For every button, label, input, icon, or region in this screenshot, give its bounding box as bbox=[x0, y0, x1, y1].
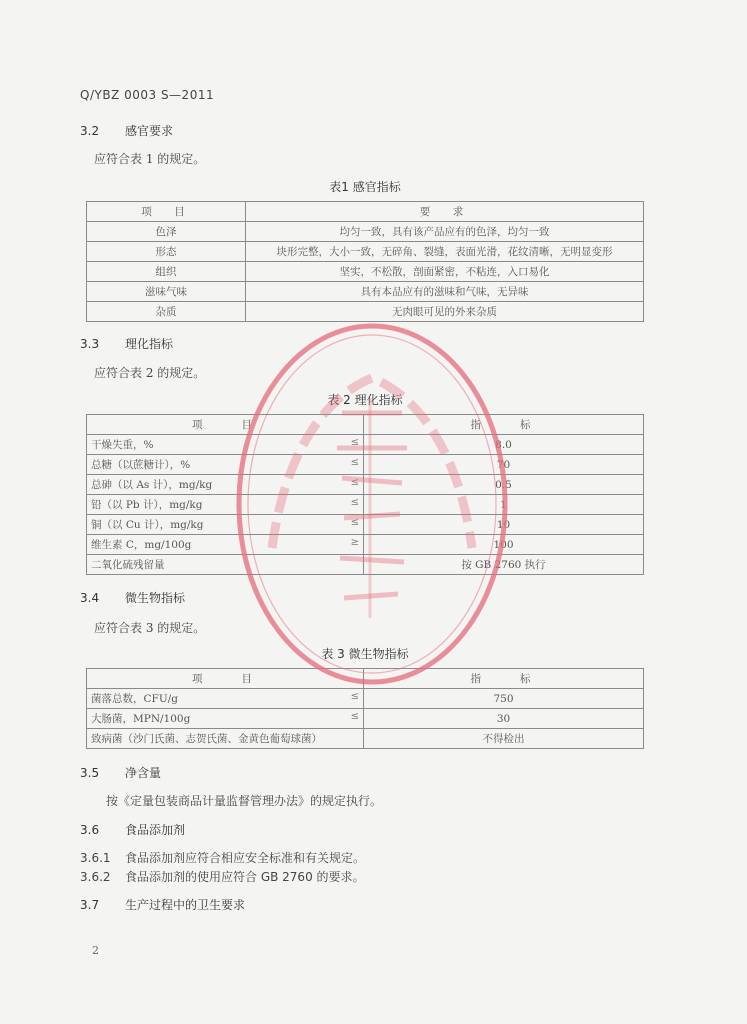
table-header-cell: 项 目 bbox=[87, 669, 364, 689]
table-cell: 8.0 bbox=[364, 435, 644, 455]
section-title: 食品添加剂 bbox=[125, 823, 186, 837]
table-cell: 组织 bbox=[87, 262, 246, 282]
table-row bbox=[87, 689, 644, 709]
table-row bbox=[87, 435, 644, 455]
table-header-cell: 项 目 bbox=[87, 202, 246, 222]
table-row bbox=[87, 262, 644, 282]
item-name: 大肠菌，MPN/100g bbox=[91, 713, 191, 725]
section-text: 食品添加剂的使用应符合 GB 2760 的要求。 bbox=[125, 870, 365, 884]
section-number: 3.2 bbox=[80, 124, 100, 138]
table-cell bbox=[87, 535, 364, 555]
section-3-6-1 bbox=[80, 849, 365, 866]
table-cell bbox=[87, 475, 364, 495]
table-cell: 70 bbox=[364, 455, 644, 475]
section-number: 3.4 bbox=[80, 591, 100, 605]
section-3-4-heading bbox=[80, 589, 185, 606]
table-cell bbox=[87, 435, 364, 455]
table2-physicochemical bbox=[86, 414, 644, 575]
section-number: 3.6 bbox=[80, 823, 100, 837]
table-row bbox=[87, 555, 644, 575]
table-row bbox=[87, 729, 644, 749]
table1-caption: 表1 感官指标 bbox=[329, 180, 401, 194]
table-cell: 色泽 bbox=[87, 222, 246, 242]
table1-sensory bbox=[86, 201, 644, 322]
table-row bbox=[87, 475, 644, 495]
section-title: 微生物指标 bbox=[125, 591, 186, 605]
table-cell bbox=[87, 729, 364, 749]
table2-caption: 表 2 理化指标 bbox=[327, 393, 403, 407]
table-row bbox=[87, 242, 644, 262]
table3-caption: 表 3 微生物指标 bbox=[321, 647, 409, 661]
table-row bbox=[87, 515, 644, 535]
operator: ≤ bbox=[350, 691, 359, 702]
item-name: 菌落总数，CFU/g bbox=[91, 693, 178, 705]
item-name: 总砷（以 As 计），mg/kg bbox=[91, 479, 213, 491]
table-cell: 具有本品应有的滋味和气味，无异味 bbox=[246, 282, 644, 302]
section-3-3-text: 应符合表 2 的规定。 bbox=[94, 366, 206, 380]
section-number: 3.6.2 bbox=[80, 870, 111, 884]
table-cell bbox=[87, 495, 364, 515]
section-3-6-heading bbox=[80, 821, 185, 838]
table-cell: 0.5 bbox=[364, 475, 644, 495]
operator: ≤ bbox=[350, 711, 359, 722]
table-row bbox=[87, 495, 644, 515]
operator: ≤ bbox=[350, 457, 359, 468]
page-number: 2 bbox=[92, 944, 99, 957]
section-3-7-heading bbox=[80, 896, 245, 913]
section-title: 感官要求 bbox=[125, 124, 174, 138]
table-cell: 形态 bbox=[87, 242, 246, 262]
item-name: 致病菌（沙门氏菌、志贺氏菌、金黄色葡萄球菌） bbox=[91, 733, 322, 745]
section-text: 食品添加剂应符合相应安全标准和有关规定。 bbox=[125, 851, 366, 865]
operator: ≤ bbox=[350, 477, 359, 488]
section-number: 3.7 bbox=[80, 898, 100, 912]
table-cell bbox=[87, 515, 364, 535]
section-3-3-heading bbox=[80, 335, 173, 352]
section-3-6-2 bbox=[80, 868, 365, 885]
section-title: 净含量 bbox=[125, 766, 162, 780]
table-row bbox=[87, 709, 644, 729]
operator: ≤ bbox=[350, 497, 359, 508]
item-name: 维生素 C，mg/100g bbox=[91, 539, 192, 551]
table-cell: 均匀一致，具有该产品应有的色泽，均匀一致 bbox=[246, 222, 644, 242]
section-3-2-text: 应符合表 1 的规定。 bbox=[94, 152, 206, 166]
section-number: 3.6.1 bbox=[80, 851, 111, 865]
item-name: 干燥失重，% bbox=[91, 439, 154, 451]
table-row bbox=[87, 222, 644, 242]
section-3-2-heading bbox=[80, 122, 173, 139]
section-title: 生产过程中的卫生要求 bbox=[125, 898, 246, 912]
table-cell: 坚实，不松散，剖面紧密，不粘连，入口易化 bbox=[246, 262, 644, 282]
table-cell: 750 bbox=[364, 689, 644, 709]
document-code: Q/YBZ 0003 S—2011 bbox=[80, 88, 215, 102]
table-cell: 滋味气味 bbox=[87, 282, 246, 302]
table-cell bbox=[87, 689, 364, 709]
table-header-cell: 项 目 bbox=[87, 415, 364, 435]
section-3-5-text: 按《定量包装商品计量监督管理办法》的规定执行。 bbox=[106, 794, 383, 808]
table-row bbox=[87, 302, 644, 322]
table-cell: 1 bbox=[364, 495, 644, 515]
table-row bbox=[87, 282, 644, 302]
table-cell: 杂质 bbox=[87, 302, 246, 322]
table-row bbox=[87, 455, 644, 475]
table-cell: 100 bbox=[364, 535, 644, 555]
item-name: 二氧化硫残留量 bbox=[91, 559, 165, 571]
table-header-row bbox=[87, 669, 644, 689]
table-header-row bbox=[87, 415, 644, 435]
table-header-row bbox=[87, 202, 644, 222]
table-cell: 10 bbox=[364, 515, 644, 535]
table-header-cell: 指 标 bbox=[364, 669, 644, 689]
table-row bbox=[87, 535, 644, 555]
table-cell: 块形完整，大小一致，无碎角、裂缝，表面光滑，花纹清晰，无明显变形 bbox=[246, 242, 644, 262]
operator: ≥ bbox=[350, 537, 359, 548]
table-header-cell: 指 标 bbox=[364, 415, 644, 435]
section-title: 理化指标 bbox=[125, 337, 174, 351]
item-name: 铜（以 Cu 计），mg/kg bbox=[91, 519, 204, 531]
table-cell: 无肉眼可见的外来杂质 bbox=[246, 302, 644, 322]
section-3-4-text: 应符合表 3 的规定。 bbox=[94, 621, 206, 635]
table-cell: 30 bbox=[364, 709, 644, 729]
table-header-cell: 要 求 bbox=[246, 202, 644, 222]
section-3-5-heading bbox=[80, 764, 161, 781]
section-number: 3.5 bbox=[80, 766, 100, 780]
section-number: 3.3 bbox=[80, 337, 100, 351]
table-cell bbox=[87, 455, 364, 475]
item-name: 总糖（以蔗糖计），% bbox=[91, 459, 191, 471]
item-name: 铅（以 Pb 计），mg/kg bbox=[91, 499, 203, 511]
table-cell bbox=[87, 709, 364, 729]
operator: ≤ bbox=[350, 517, 359, 528]
table-cell bbox=[87, 555, 364, 575]
table3-microbial bbox=[86, 668, 644, 749]
table-cell: 按 GB 2760 执行 bbox=[364, 555, 644, 575]
table-cell: 不得检出 bbox=[364, 729, 644, 749]
operator: ≤ bbox=[350, 437, 359, 448]
